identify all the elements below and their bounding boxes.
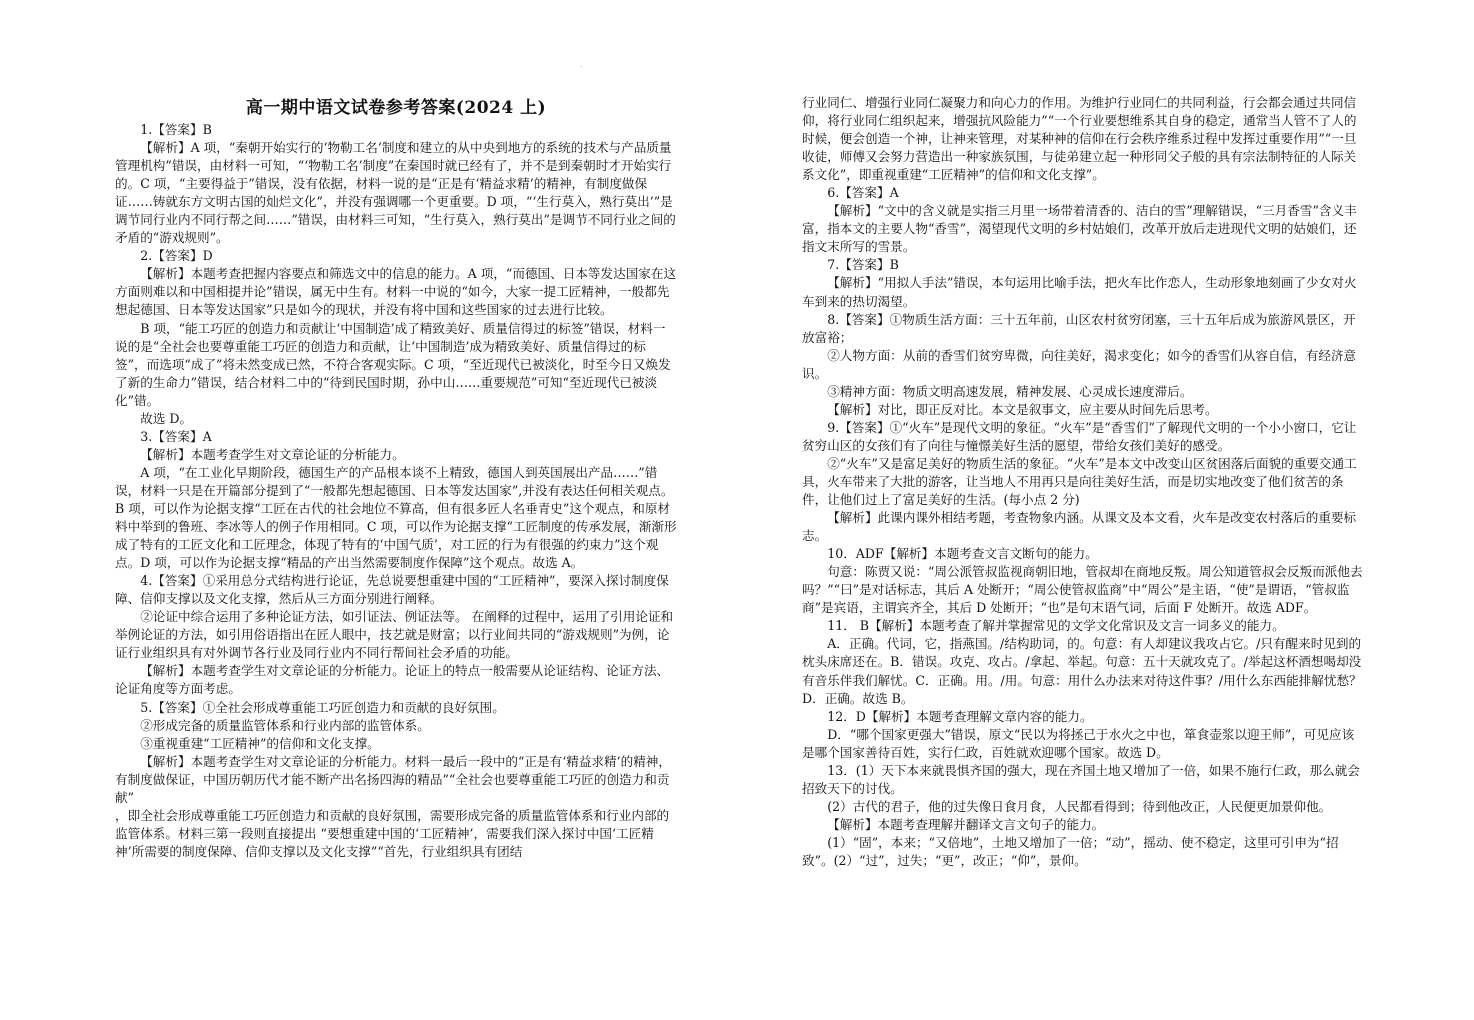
right-paragraph: 6.【答案】A xyxy=(827,185,899,201)
left-paragraph: 2.【答案】D xyxy=(140,248,213,264)
right-paragraph: 【解析】本题考查理解并翻译文言文句子的能力。 xyxy=(827,816,1105,832)
left-paragraph: ③重视重建“工匠精神”的信仰和文化支撑。 xyxy=(140,735,380,751)
left-column-body xyxy=(115,121,677,861)
right-paragraph: 行业同仁、增强行业同仁凝聚力和向心力的作用。为维护行业同仁的共同利益，行会都会通过共同信仰，将行业同仁组织起来，增强抗风险能力”“一个行业要想维系其自身的稳定，通常当人管不了人的时候，便会创造一个神，让神来管理，对某种神的信仰在行会秩序维系过程中发挥过重要作用”“一旦收徒，师傅又会努力营造出一种家族氛围，与徒弟建立起一种形同父子般的具有宗法制特征的人际关系文化”，即重视重建“工匠精神”的信仰和文化支撑”。 xyxy=(802,95,1357,183)
left-paragraph: A 项，“在工业化早期阶段，德国生产的产品根本谈不上精致，德国人到英国展出产品……”错误，材料一只是在开篇部分提到了“一般都先想起德国、日本等发达国家”,并没有表达任何相关观点。B 项，可以作为论据支撑“工匠在古代的社会地位不算高，但有很多匠人名垂青史”这个观点，和原材料中举到的鲁班、李冰等人的例子作用相同。C 项，可以作为论据支撑“工匠制度的传承发展，渐渐形成了特有的工匠文化和工匠理念，体现了特有的‘中国气质’，对工匠的行为有很强的约束力”这个观点。D 项，可以作为论据支撑“精品的产出当然需要制度作保障”这个观点。故选 A。 xyxy=(115,464,677,571)
right-paragraph: 句意：陈贾又说：“周公派管叔监视商朝旧地，管叔却在商地反叛。周公知道管叔会反叛而派他去吗？”“曰”是对话标志，其后 A 处断开；“周公使管叔监商”中“周公”是主语，“使”是谓语，“管叔监商”是宾语，主谓宾齐全，其后 D 处断开；“也”是句末语气词，后面 F 处断开。故选 ADF。 xyxy=(802,564,1363,616)
right-paragraph: 【解析】“用拟人手法”错误，本句运用比喻手法，把火车比作恋人，生动形象地刻画了少女对火车到来的热切渴望。 xyxy=(802,275,1357,309)
left-paragraph: ，即全社会形成尊重能工巧匠创造力和贡献的良好氛围，需要形成完备的质量监管体系和行业内部的监管体系。材料三第一段则直接提出 “要想重建中国的‘工匠精神’，需要我们深入探讨中国‘工匠精神’所需要的制度保障、信仰支撑以及文化支撑”“首先，行业组织具有团结 xyxy=(115,807,670,859)
right-paragraph: ②“火车”又是富足美好的物质生活的象征。“火车”是本文中改变山区贫困落后面貌的重要交通工具，火车带来了大批的游客，让当地人不用再只是向往美好生活，而是切实地改变了他们贫苦的条件，让他们过上了富足美好的生活。(每小点 2 分) xyxy=(802,455,1357,508)
left-paragraph: 【解析】本题考查学生对文章论证的分析能力。论证上的特点一般需要从论证结构、论证方法、论证角度等方面考虑。 xyxy=(115,663,670,697)
right-column xyxy=(802,94,1364,870)
right-paragraph: 【解析】对比，即正反对比。本文是叙事文，应主要从时间先后思考。 xyxy=(827,401,1218,417)
left-paragraph: 【解析】A 项，“秦朝开始实行的‘物勒工名’制度和建立的从中央到地方的系统的技术与产品质量管理机构”错误，由材料一可知，“‘物勒工名’制度”在秦国时就已经有了，并不是到秦朝时才开始实行的。C 项，“主要得益于”错误，没有依据，材料一说的是“正是有‘精益求精’的精神，有制度做保证……铸就东方文明古国的灿烂文化”，并没有强调哪一个更重要。D 项，“‘生行莫入，熟行莫出’”是调节同行业内不同行帮之间……”错误，由材料三可知，“生行莫入，熟行莫出”是调节不同行业之间的矛盾的“游戏规则”。 xyxy=(115,140,676,246)
right-paragraph: 12．D【解析】本题考查理解文章内容的能力。 xyxy=(827,708,1093,724)
right-column-body xyxy=(802,94,1364,870)
right-paragraph: 13．(1）天下本来就畏惧齐国的强大，现在齐国土地又增加了一倍，如果不施行仁政，那么就会招致天下的讨伐。 xyxy=(802,762,1360,796)
right-paragraph: ③精神方面：物质文明高速发展，精神发展、心灵成长速度滞后。 xyxy=(827,383,1193,399)
right-paragraph: (2）古代的君子，他的过失像日食月食，人民都看得到；待到他改正，人民便更加景仰他。 xyxy=(827,798,1332,814)
right-paragraph: D．“哪个国家更强大”错误，原文“民以为将拯己于水火之中也，箪食壶浆以迎王师”，可见应该是哪个国家善待百姓，实行仁政，百姓就欢迎哪个国家。故选 D。 xyxy=(802,726,1355,760)
right-paragraph: 【解析】此课内课外相结考题，考查物象内涵。从课文及本文看，火车是改变农村落后的重要标志。 xyxy=(802,510,1357,544)
left-paragraph: 3.【答案】A xyxy=(140,428,212,444)
scan-dot: · xyxy=(580,64,582,71)
left-paragraph: 献” xyxy=(115,789,135,805)
right-paragraph: 7.【答案】B xyxy=(827,257,899,273)
left-paragraph: 【解析】本题考查把握内容要点和筛选文中的信息的能力。A 项，“而德国、日本等发达国家在这方面则难以和中国相提并论”错误，属无中生有。材料一中说的“如今，大家一提工匠精神，一般都先想起德国、日本等发达国家”只是如今的现状，并没有将中国和这些国家的过去进行比较。 xyxy=(115,266,677,318)
right-paragraph: 【解析】“文中的含义就是实指三月里一场带着清香的、洁白的雪”理解错误，“三月香雪”含义丰富，指本文的主要人物“香雪”，渴望现代文明的乡村姑娘们，改革开放后走进现代文明的姑娘们，还指文末所写的雪景。 xyxy=(802,203,1357,255)
right-paragraph: 9.【答案】①“火车”是现代文明的象征。“火车”是“香雪们”了解现代文明的一个小小窗口，它让贫穷山区的女孩们有了向往与憧憬美好生活的愿望，带给女孩们美好的感受。 xyxy=(802,419,1357,453)
right-paragraph: A．正确。代词，它，指燕国。/结构助词，的。句意：有人却建议我攻占它。/只有醒来时见到的枕头床席还在。B．错误。攻克、攻占。/拿起、举起。句意：五十天就攻克了。/举起这杯酒想喝却没有音乐伴我们解忧。C．正确。用。/用。句意：用什么办法来对待这件事？/用什么东西能排解忧愁？D．正确。故选 B。 xyxy=(802,636,1362,706)
right-paragraph: ②人物方面：从前的香雪们贫穷卑微，向往美好，渴求变化；如今的香雪们从容自信，有经济意识。 xyxy=(802,347,1357,381)
page-title: 高一期中语文试卷参考答案(2024 上) xyxy=(245,98,547,118)
left-paragraph: 【解析】本题考查学生对文章论证的分析能力。 xyxy=(140,446,405,462)
left-column xyxy=(115,96,677,861)
left-paragraph: ②论证中综合运用了多种论证方法，如引证法、例证法等。 在阐释的过程中，运用了引用论证和举例论证的方法，如引用俗语指出在匠人眼中，技艺就是财富；以行业间共同的“游戏规则”为例，论证行业组织具有对外调节各行业及同行业内不同行帮间社会矛盾的功能。 xyxy=(115,609,674,661)
left-paragraph: 5.【答案】①全社会形成尊重能工巧匠创造力和贡献的良好氛围。 xyxy=(140,699,505,715)
left-paragraph: B 项，“能工巧匠的创造力和贡献让‘中国制造’成了精致美好、质量信得过的标签”错误，材料一说的是“全社会也要尊重能工巧匠的创造力和贡献，让‘中国制造’成为精致美好、质量信得过的标签”，而选项“成了”将未然变成已然，不符合客观实际。C 项，“至近现代已被淡化，时至今日又焕发了新的生命力”错误，结合材料二中的“待到民国时期，孙中山……重要规范”可知“至近现代已被淡化”错。 xyxy=(115,320,671,408)
left-paragraph: 【解析】本题考查学生对文章论证的分析能力。材料一最后一段中的“正是有‘精益求精’的精神，有制度做保证，中国历朝历代才能不断产出名扬四海的精品”“全社会也要尊重能工巧匠的创造力和贡 xyxy=(115,753,671,787)
right-paragraph: 8.【答案】①物质生活方面：三十五年前，山区农村贫穷闭塞，三十五年后成为旅游风景区，开放富裕； xyxy=(802,311,1356,345)
left-paragraph: 4.【答案】①采用总分式结构进行论证，先总说要想重建中国的“工匠精神”，要深入探讨制度保障、信仰支撑以及文化支撑，然后从三方面分别进行阐释。 xyxy=(115,573,669,607)
left-paragraph: 故选 D。 xyxy=(140,410,193,426)
right-paragraph: (1）“固”，本来；“又倍地”，土地又增加了一倍；“动”，摇动、使不稳定，这里可引申为“招致”。(2）“过”，过失；“更”，改正；“仰”，景仰。 xyxy=(802,834,1339,868)
right-paragraph: 11． B【解析】本题考查了解并掌握常见的文学文化常识及文言一词多义的能力。 xyxy=(827,618,1285,634)
right-paragraph: 10．ADF【解析】本题考查文言文断句的能力。 xyxy=(827,546,1098,562)
left-paragraph: 1.【答案】B xyxy=(140,122,212,137)
left-paragraph: ②形成完备的质量监管体系和行业内部的监管体系。 xyxy=(140,717,430,733)
